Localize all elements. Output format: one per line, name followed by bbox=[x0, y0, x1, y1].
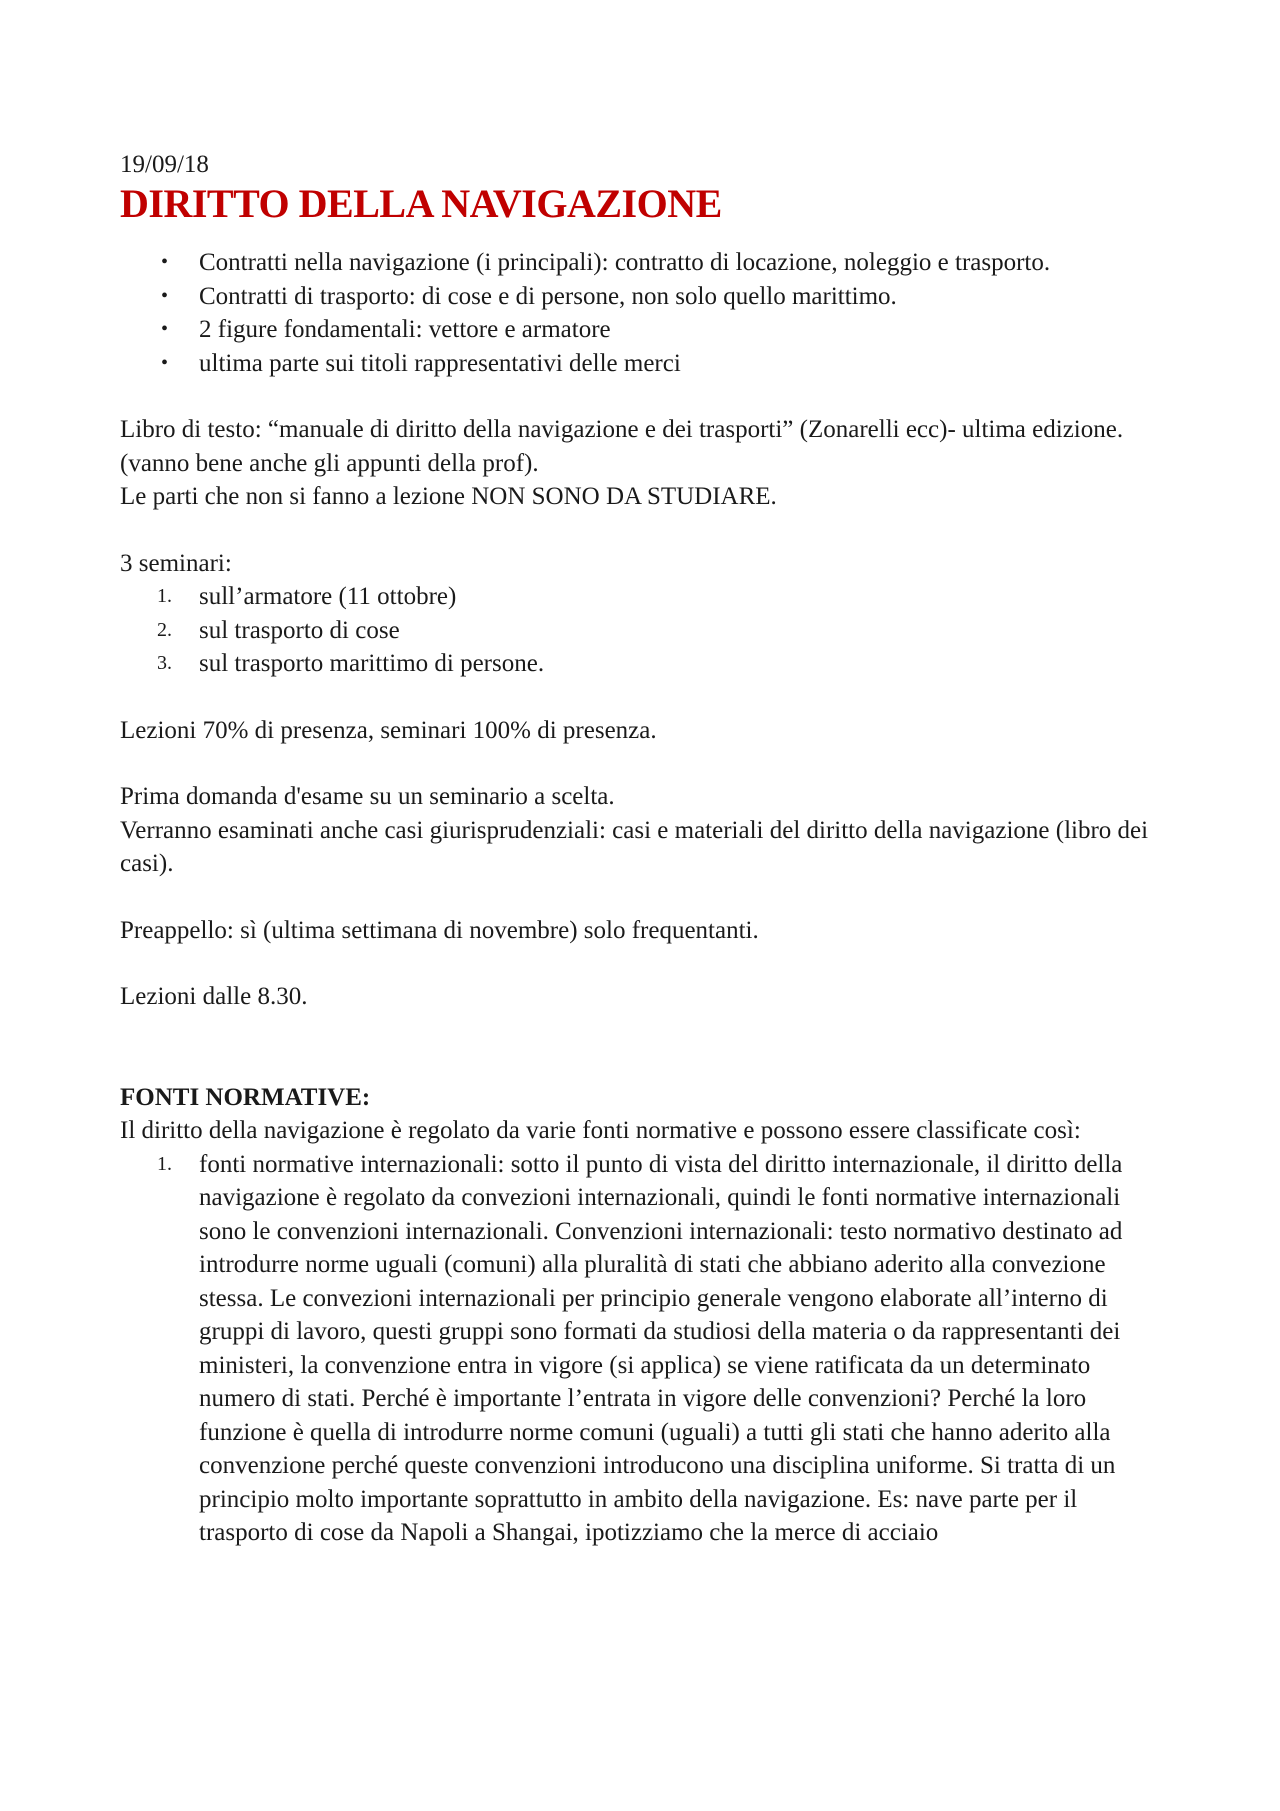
sources-heading: FONTI NORMATIVE: bbox=[120, 1083, 371, 1111]
bullet-icon: • bbox=[161, 284, 169, 307]
bullet-icon: • bbox=[161, 351, 169, 374]
list-item-text: 2 figure fondamentali: vettore e armatore bbox=[199, 316, 611, 343]
list-item bbox=[161, 280, 1160, 314]
list-item bbox=[157, 647, 1160, 681]
exam-paragraph: Prima domanda d'esame su un seminario a scelta. bbox=[120, 783, 615, 810]
list-item-text: Contratti di trasporto: di cose e di persone, non solo quello marittimo. bbox=[199, 282, 897, 310]
sources-intro: Il diritto della navigazione è regolato da varie fonti normative e possono essere classificate così: bbox=[120, 1117, 1081, 1144]
spacer bbox=[120, 947, 1160, 980]
attendance-paragraph: Lezioni 70% di presenza, seminari 100% di presenza. bbox=[120, 716, 657, 744]
list-item-text: sul trasporto marittimo di persone. bbox=[199, 650, 545, 677]
spacer bbox=[120, 747, 1160, 780]
spacer bbox=[120, 514, 1160, 547]
list-number: 2. bbox=[157, 618, 172, 641]
seminars-list bbox=[120, 580, 1160, 681]
list-item-text: Contratti nella navigazione (i principali): contratto di locazione, noleggio e trasporto. bbox=[199, 249, 1051, 276]
spacer bbox=[120, 881, 1160, 914]
list-item bbox=[161, 313, 1160, 347]
list-item bbox=[157, 1148, 1160, 1550]
preappello-paragraph: Preappello: sì (ultima settimana di novembre) solo frequentanti. bbox=[120, 916, 759, 944]
list-item-text: sull’armatore (11 ottobre) bbox=[199, 583, 457, 610]
bullet-icon: • bbox=[161, 318, 169, 340]
list-item-text: fonti normative internazionali: sotto il punto di vista del diritto internazionale, il diritto della navigazione è regolato da convezioni internazionali, quindi le fonti normative internazionali sono le convenzioni internazionali. Convenzioni internazionali: testo normativo destinato ad introdurre norme uguali (comuni) alla pluralità di stati che abbiano aderito alla convezione stessa. Le convezioni internazionali per principio generale vengono elaborate all’interno di gruppi di lavoro, questi gruppi sono formati da studiosi della materia o da rappresentanti dei ministeri, la convenzione entra in vigore (si applica) se viene ratificata da un determinato numero di stati. Perché è importante l’entrata in vigore delle convenzioni? Perché la loro funzione è quella di introdurre norme comuni (uguali) a tutti gli stati che hanno aderito alla convenzione perché queste convenzioni introducono una disciplina uniforme. Si tratta di un principio molto importante soprattutto in ambito della navigazione. Es: nave parte per il trasporto di cose da Napoli a Shangai, ipotizziamo che la merce di acciaio bbox=[199, 1150, 1123, 1546]
document-title: DIRITTO DELLA NAVIGAZIONE bbox=[120, 181, 722, 226]
bullet-icon: • bbox=[161, 251, 169, 273]
document-page bbox=[120, 150, 1160, 1550]
list-item bbox=[157, 614, 1160, 648]
list-item-text: sul trasporto di cose bbox=[199, 616, 400, 644]
list-item bbox=[161, 347, 1160, 381]
textbook-paragraph: Libro di testo: “manuale di diritto della navigazione e dei trasporti” (Zonarelli ecc)- ultima edizione. (vanno bene anche gli appunti della prof). bbox=[120, 416, 1124, 477]
sources-list bbox=[120, 1148, 1160, 1550]
list-number: 1. bbox=[157, 585, 172, 607]
course-topics-list bbox=[120, 246, 1160, 380]
spacer bbox=[120, 681, 1160, 714]
case-law-paragraph: Verranno esaminati anche casi giurisprudenziali: casi e materiali del diritto della navigazione (libro dei casi). bbox=[120, 816, 1149, 877]
list-item bbox=[157, 580, 1160, 614]
spacer bbox=[120, 1014, 1160, 1081]
spacer bbox=[120, 380, 1160, 413]
schedule-paragraph: Lezioni dalle 8.30. bbox=[120, 983, 308, 1010]
study-note-paragraph: Le parti che non si fanno a lezione NON SONO DA STUDIARE. bbox=[120, 483, 777, 510]
list-number: 1. bbox=[157, 1152, 172, 1175]
document-date: 19/09/18 bbox=[120, 151, 209, 178]
list-item-text: ultima parte sui titoli rappresentativi delle merci bbox=[199, 349, 681, 377]
list-number: 3. bbox=[157, 652, 172, 674]
list-item bbox=[161, 246, 1160, 280]
seminars-intro: 3 seminari: bbox=[120, 549, 232, 577]
